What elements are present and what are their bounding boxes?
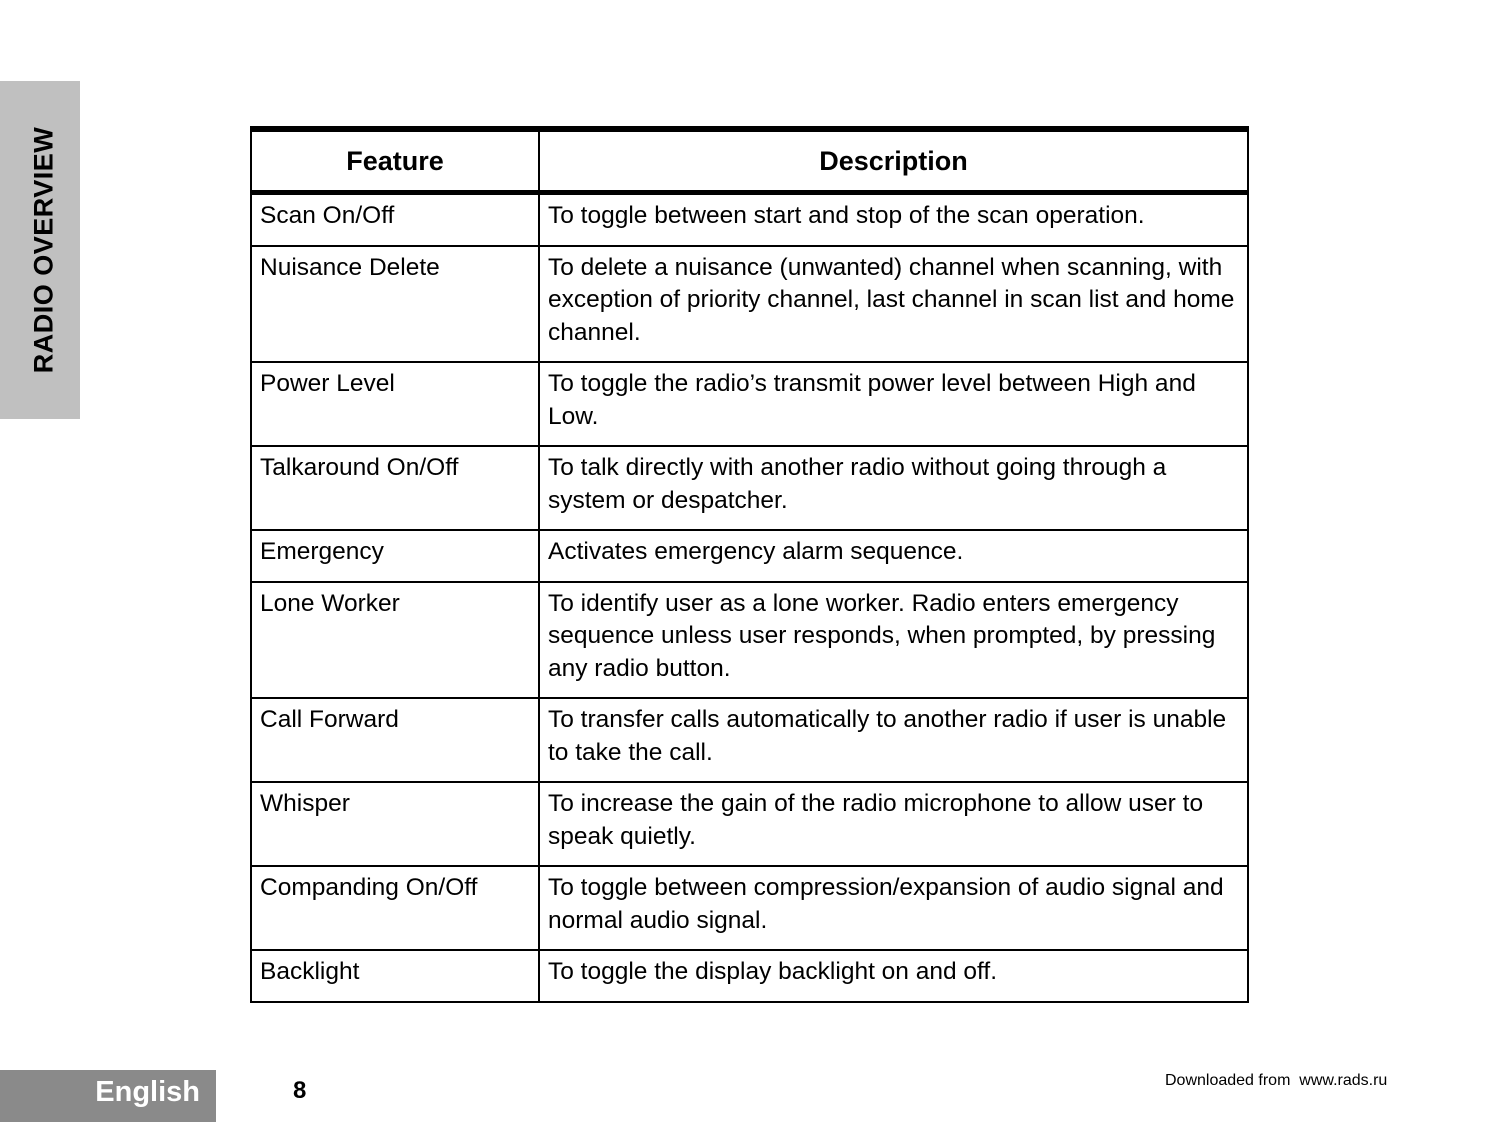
description-cell: To toggle the radio’s transmit power level between High and Low. (539, 362, 1248, 446)
feature-cell: Talkaround On/Off (251, 446, 539, 530)
description-cell: Activates emergency alarm sequence. (539, 530, 1248, 582)
description-column-header: Description (539, 129, 1248, 193)
description-cell: To toggle between compression/expansion of audio signal and normal audio signal. (539, 866, 1248, 950)
description-cell: To delete a nuisance (unwanted) channel when scanning, with exception of priority channel, last channel in scan list and home channel. (539, 246, 1248, 363)
feature-cell: Backlight (251, 950, 539, 1002)
section-title: RADIO OVERVIEW (28, 126, 59, 374)
table-row (251, 193, 1248, 246)
table-row (251, 246, 1248, 363)
table-row (251, 698, 1248, 782)
table-row (251, 866, 1248, 950)
table-row (251, 446, 1248, 530)
feature-cell: Lone Worker (251, 582, 539, 699)
feature-cell: Nuisance Delete (251, 246, 539, 363)
description-cell: To identify user as a lone worker. Radio enters emergency sequence unless user responds, when prompted, by pressing any radio button. (539, 582, 1248, 699)
language-tab (0, 1070, 216, 1122)
feature-column-header: Feature (251, 129, 539, 193)
table-header-row (251, 129, 1248, 193)
language-label: English (95, 1076, 200, 1108)
table-row (251, 362, 1248, 446)
table-row (251, 950, 1248, 1002)
feature-cell: Emergency (251, 530, 539, 582)
description-cell: To toggle the display backlight on and off. (539, 950, 1248, 1002)
description-cell: To toggle between start and stop of the scan operation. (539, 193, 1248, 246)
description-cell: To talk directly with another radio without going through a system or despatcher. (539, 446, 1248, 530)
feature-cell: Companding On/Off (251, 866, 539, 950)
description-cell: To transfer calls automatically to another radio if user is unable to take the call. (539, 698, 1248, 782)
table-row (251, 582, 1248, 699)
description-cell: To increase the gain of the radio microphone to allow user to speak quietly. (539, 782, 1248, 866)
feature-cell: Power Level (251, 362, 539, 446)
page-number: 8 (293, 1077, 307, 1104)
feature-cell: Whisper (251, 782, 539, 866)
feature-cell: Scan On/Off (251, 193, 539, 246)
table-row (251, 530, 1248, 582)
table-row (251, 782, 1248, 866)
download-source-note: Downloaded from www.rads.ru (1165, 1072, 1388, 1089)
feature-table (250, 126, 1249, 1003)
feature-table-container (250, 126, 1247, 1003)
feature-cell: Call Forward (251, 698, 539, 782)
